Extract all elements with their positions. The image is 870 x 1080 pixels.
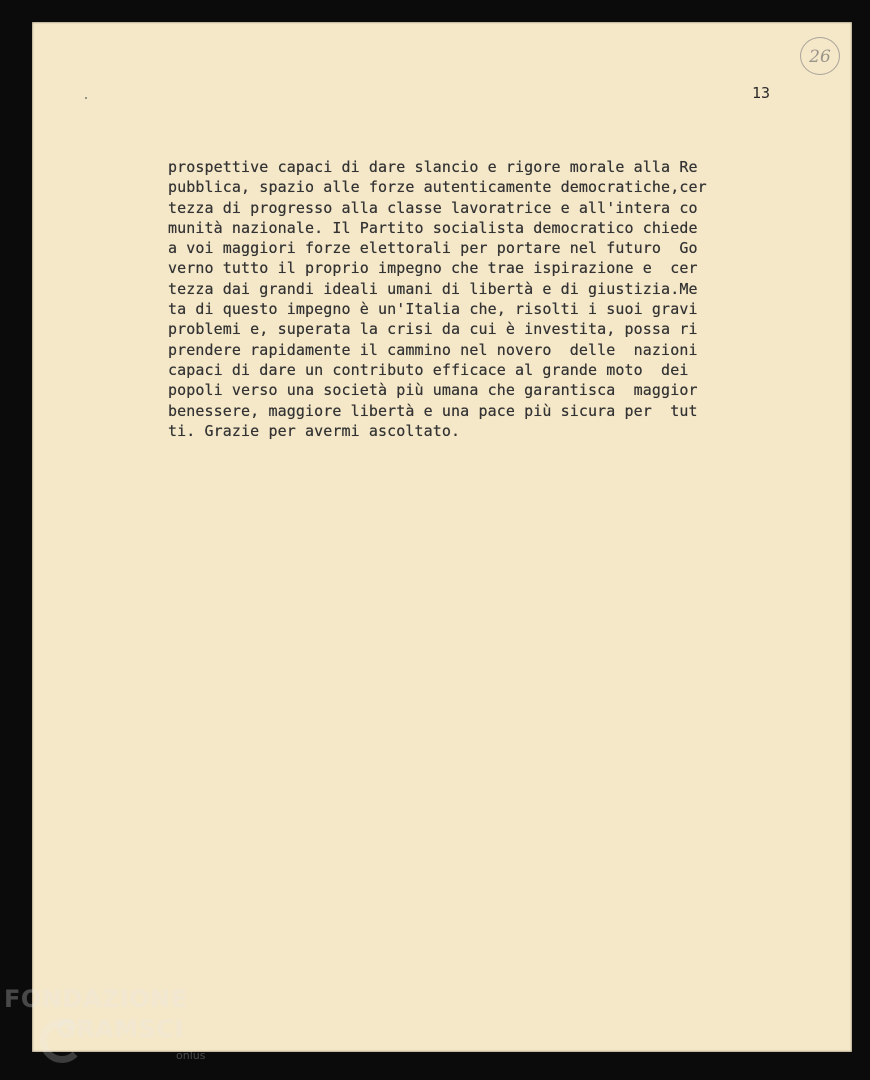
text-line: pubblica, spazio alle forze autenticamente democratiche,cer xyxy=(168,178,707,197)
text-line: capaci di dare un contributo efficace al grande moto dei xyxy=(168,360,689,379)
text-line: munità nazionale. Il Partito socialista democratico chiede xyxy=(168,218,698,237)
text-line: tezza dai grandi ideali umani di libertà e di giustizia.Me xyxy=(168,279,698,298)
watermark-line-1: FONDAZIONE xyxy=(4,985,188,1013)
text-line: verno tutto il proprio impegno che trae ispirazione e cer xyxy=(168,259,698,278)
text-line: tezza di progresso alla classe lavoratrice e all'intera co xyxy=(168,198,698,217)
text-line: a voi maggiori forze elettorali per portare nel futuro Go xyxy=(168,239,698,258)
fondazione-gramsci-watermark xyxy=(4,985,219,1077)
text-line: prospettive capaci di dare slancio e rigore morale alla Re xyxy=(168,158,698,176)
text-line: ti. Grazie per avermi ascoltato. xyxy=(168,421,461,440)
text-line: benessere, maggiore libertà e una pace più sicura per tut xyxy=(168,401,698,420)
text-line: problemi e, superata la crisi da cui è investita, possa ri xyxy=(168,320,698,339)
page-number: 13 xyxy=(752,84,771,102)
watermark-line-3: onlus xyxy=(176,1049,206,1062)
watermark-line-2: GRAMSCI xyxy=(56,1015,184,1043)
archive-stamp-number: 26 xyxy=(800,37,840,75)
text-line: ta di questo impegno è un'Italia che, risolti i suoi gravi xyxy=(168,300,698,319)
typewritten-text xyxy=(168,157,808,441)
text-line: prendere rapidamente il cammino nel novero delle nazioni xyxy=(168,340,698,359)
text-line: popoli verso una società più umana che garantisca maggior xyxy=(168,381,698,400)
paper-speck xyxy=(85,97,87,99)
